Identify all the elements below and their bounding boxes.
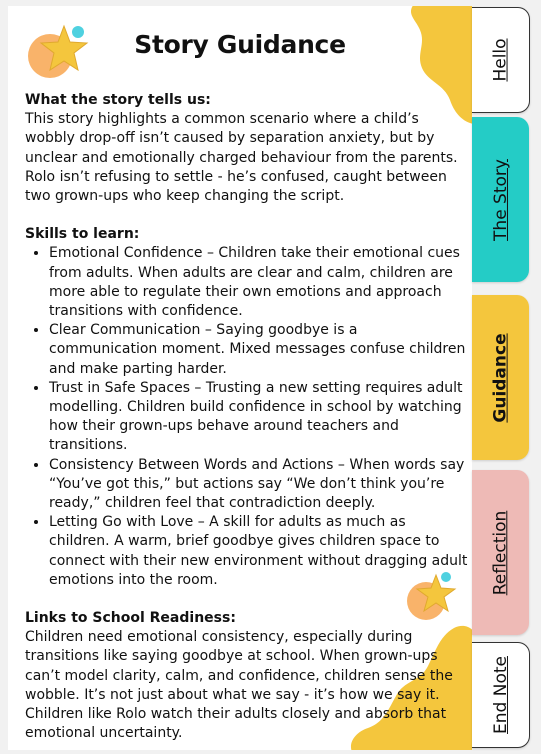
tab-the-story-label: The Story — [490, 158, 511, 241]
tab-reflection[interactable] — [472, 470, 529, 635]
tab-the-story[interactable] — [472, 117, 529, 282]
skills-section-heading: Skills to learn: — [25, 226, 140, 243]
skills-list — [25, 244, 470, 590]
tab-end-note-label: End Note — [490, 656, 511, 734]
tab-hello-label: Hello — [490, 38, 511, 82]
list-item: • Emotional Confidence – Children take their emotional cues from adults. When adults are clear and calm, children are more able to regulate their own emotions and approach transitions with confidence. — [49, 244, 470, 321]
tab-guidance-label: Guidance — [490, 332, 511, 423]
tab-hello[interactable] — [472, 7, 530, 113]
page-title: Story Guidance — [134, 30, 346, 59]
tab-reflection-label: Reflection — [490, 510, 511, 595]
list-item: • Letting Go with Love – A skill for adults as much as children. A warm, brief goodbye gives children space to connect with their new environment without dragging adult emotions into the room. — [49, 513, 470, 590]
tab-end-note[interactable] — [472, 642, 530, 748]
tab-guidance[interactable] — [472, 295, 529, 460]
guidance-page — [8, 6, 472, 750]
list-item: • Trust in Safe Spaces – Trusting a new setting requires adult modelling. Children build confidence in school by watching how their grown-ups behave around teachers and transitions. — [49, 379, 470, 456]
story-section-heading: What the story tells us: — [25, 92, 211, 108]
story-section-body: This story highlights a common scenario where a child’s wobbly drop-off isn’t caused by separation anxiety, but by unclear and emotionally charged behaviour from the parents. Rolo isn’t refusing to settle - he’s confused, caught between two grown-ups who keep changing the script. — [25, 111, 458, 205]
list-item: • Consistency Between Words and Actions – When words say “You’ve got this,” but actions say “We don’t think you’re ready,” children feel that contradiction deeply. — [49, 456, 470, 514]
list-item: • Clear Communication – Saying goodbye is a communication moment. Mixed messages confuse children and make parting harder. — [49, 321, 470, 379]
readiness-section-body: Children need emotional consistency, especially during transitions like saying goodbye at school. When grown-ups can’t model clarity, calm, and confidence, children sense the wobble. It’s not just about what we say - it’s how we say it. Children like Rolo watch their adults closely and absorb that emotional uncertainty. — [25, 629, 453, 742]
readiness-section-heading: Links to School Readiness: — [25, 610, 236, 627]
guidance-content — [25, 91, 470, 744]
